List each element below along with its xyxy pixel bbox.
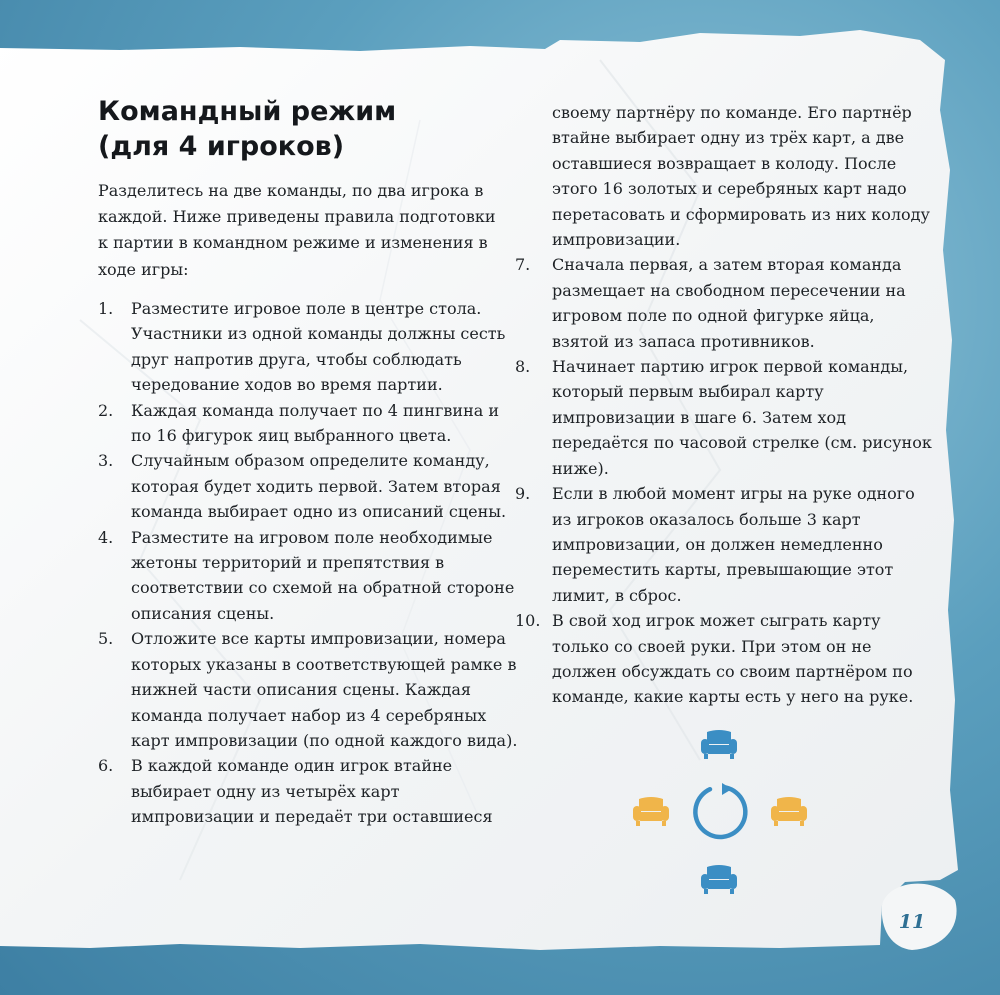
rule-continuation: своему партнёру по команде. Его партнёр втайне выбирает одну из трёх карт, а две оставшиеся возвращает в колоду. После этого 16 золотых и серебряных карт надо перетасовать и сформировать из них колоду импровизации. (552, 103, 930, 250)
turn-order-diagram (630, 725, 810, 900)
rule-text: Разместите игровое поле в центре стола. Участники из одной команды должны сесть друг напротив друга, чтобы соблюдать чередование ходов во время партии. (131, 299, 506, 395)
rule-number: 5. (98, 629, 114, 649)
rule-item (98, 626, 518, 753)
page-title (98, 94, 518, 164)
rules-list-left (98, 296, 518, 830)
rule-number: 8. (515, 357, 531, 377)
title-line: (для 4 игроков) (98, 131, 345, 162)
page-number: 11 (898, 911, 926, 933)
rule-item (515, 354, 935, 481)
rule-number: 7. (515, 255, 531, 275)
rules-list-right (515, 100, 935, 710)
rule-number: 10. (515, 611, 541, 631)
rule-item (98, 525, 518, 627)
rule-item (98, 398, 518, 449)
clockwise-arrow-icon (692, 783, 750, 841)
rule-number: 9. (515, 484, 531, 504)
rule-text: Разместите на игровом поле необходимые жетоны территорий и препятствия в соответствии со схемой на обратной стороне описания сцены. (131, 527, 515, 623)
rule-item (98, 753, 518, 829)
rule-number: 1. (98, 299, 114, 318)
intro-paragraph: Разделитесь на две команды, по два игрока в каждой. Ниже приведены правила подготовки к партии в командном режиме и изменения в ходе игры: (98, 181, 496, 279)
rule-item (515, 252, 935, 354)
armchair-blue-icon (700, 863, 738, 895)
armchair-yellow-icon (770, 795, 808, 827)
rule-text: В свой ход игрок может сыграть карту только со своей руки. При этом он не должен обсуждать со своим партнёром по команде, какие карты есть у него на руке. (552, 611, 914, 707)
rule-number: 6. (98, 756, 114, 776)
rule-number: 3. (98, 451, 114, 471)
rule-text: В каждой команде один игрок втайне выбирает одну из четырёх карт импровизации и передаёт три оставшиеся (131, 756, 493, 827)
rule-item (515, 608, 935, 710)
rule-text: Случайным образом определите команду, которая будет ходить первой. Затем вторая команда выбирает одно из описаний сцены. (131, 451, 507, 522)
armchair-blue-icon (700, 728, 738, 760)
rule-item (98, 448, 518, 524)
rule-item (98, 296, 518, 398)
rule-text: Если в любой момент игры на руке одного из игроков оказалось больше 3 карт импровизации, он должен немедленно переместить карты, превышающие этот лимит, в сброс. (552, 484, 915, 605)
armchair-yellow-icon (632, 795, 670, 827)
rule-text: Сначала первая, а затем вторая команда размещает на свободном пересечении на игровом поле по одной фигурке яйца, взятой из запаса противников. (552, 255, 906, 351)
rule-text: Отложите все карты импровизации, номера которых указаны в соответствующей рамке в нижней части описания сцены. Каждая команда получает набор из 4 серебряных карт импровизации (по одной каждого вида). (131, 629, 518, 750)
rule-number: 4. (98, 527, 114, 547)
rule-text: Начинает партию игрок первой команды, который первым выбирал карту импровизации в шаге 6. Затем ход передаётся по часовой стрелке (см. рисунок ниже). (552, 357, 932, 478)
rule-number: 2. (98, 400, 114, 420)
title-line: Командный режим (98, 96, 397, 127)
rule-item (515, 481, 935, 608)
rule-text: Каждая команда получает по 4 пингвина и по 16 фигурок яиц выбранного цвета. (131, 400, 500, 446)
